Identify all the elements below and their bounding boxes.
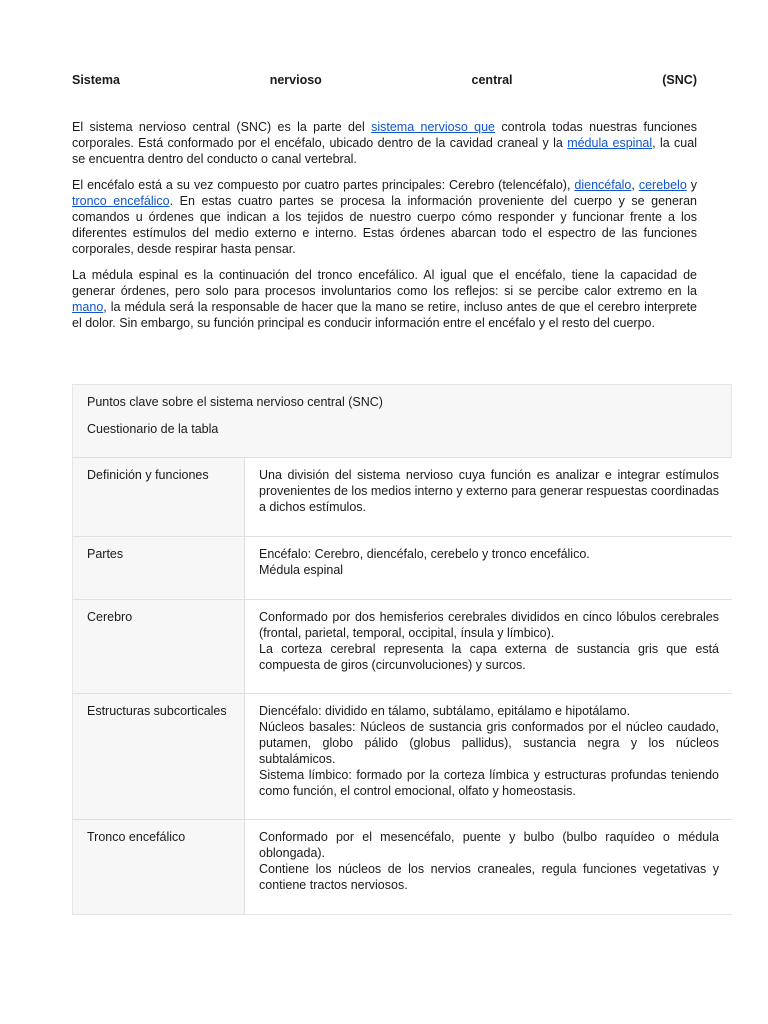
row-line: Conformado por dos hemisferios cerebrales divididos en cinco lóbulos cerebrales (frontal, parietal, temporal, occipital, ínsula y límbico). — [259, 610, 719, 640]
row-header: Cerebro — [87, 610, 133, 624]
row-line: Sistema límbico: formado por la corteza límbica y estructuras profundas teniendo como función, el control emocional, olfato y homeostasis. — [259, 768, 719, 798]
table-row — [73, 457, 731, 536]
paragraph-text: , la médula será la responsable de hacer que la mano se retire, incluso antes de que el cerebro interprete el dolor. Sin embargo, su función principal es conducir información entre el encéfalo y el resto del cuerpo. — [72, 300, 697, 330]
row-content-cell — [244, 537, 732, 599]
row-content — [259, 467, 719, 515]
paragraph-text: . En estas cuatro partes se procesa la información proveniente del cuerpo y se generan comandos u órdenes que indican a los tejidos de nuestro cuerpo cómo responder y funcionar frente a los diferentes estímulos del medio externo e interno. Estas órdenes abarcan todo el espectro de las funciones corporales, desde respirar hasta pensar. — [72, 194, 697, 256]
link-diencefalo[interactable]: diencéfalo — [574, 178, 632, 192]
link-tronco-encefalico[interactable]: tronco encefálico — [72, 194, 170, 208]
paragraph-3 — [72, 267, 697, 331]
title-word-1: Sistema — [72, 73, 120, 87]
row-line: Médula espinal — [259, 563, 344, 577]
page-title — [72, 72, 697, 88]
title-word-4: (SNC) — [662, 73, 697, 87]
row-line: Núcleos basales: Núcleos de sustancia gris conformados por el núcleo caudado, putamen, globo pálido (globus pallidus), sustancia negra y los núcleos subtalámicos. — [259, 720, 719, 766]
paragraph-2 — [72, 177, 697, 257]
row-header: Tronco encefálico — [87, 830, 186, 844]
row-header: Partes — [87, 547, 124, 561]
paragraph-text: controla todas nuestras funciones corporales. Está conformado por el encéfalo, ubicado dentro de la cavidad craneal y la — [72, 120, 697, 150]
title-word-2: nervioso — [269, 73, 322, 87]
paragraph-text: El sistema nervioso central (SNC) es la parte del — [72, 120, 372, 134]
row-content — [259, 609, 719, 673]
paragraph-1 — [72, 119, 697, 167]
row-content — [259, 546, 719, 578]
table-row — [73, 693, 731, 819]
paragraph-text: , la cual se encuentra dentro del conducto o canal vertebral. — [72, 136, 697, 166]
row-line: Conformado por el mesencéfalo, puente y bulbo (bulbo raquídeo o médula oblongada). — [259, 830, 719, 860]
row-header: Estructuras subcorticales — [87, 704, 227, 718]
row-content-cell — [244, 600, 732, 693]
paragraph-text: , — [631, 178, 639, 192]
link-sistema-nervioso[interactable]: sistema nervioso que — [371, 120, 496, 134]
table-caption: Puntos clave sobre el sistema nervioso central (SNC) — [87, 395, 383, 409]
row-content — [259, 829, 719, 893]
paragraph-text: La médula espinal es la continuación del tronco encefálico. Al igual que el encéfalo, tiene la capacidad de generar órdenes, pero solo para procesos involuntarios como los reflejos: si se percibe calor extremo en la — [72, 268, 697, 298]
link-cerebelo[interactable]: cerebelo — [638, 178, 687, 192]
key-points-table — [72, 384, 732, 915]
row-line: La corteza cerebral representa la capa externa de sustancia gris que está compuesta de giros (circunvoluciones) y surcos. — [259, 642, 719, 672]
row-line: Contiene los núcleos de los nervios craneales, regula funciones vegetativas y contiene tractos nerviosos. — [259, 862, 719, 892]
title-word-3: central — [471, 73, 513, 87]
row-line: Encéfalo: Cerebro, diencéfalo, cerebelo y tronco encefálico. — [259, 547, 590, 561]
table-row — [73, 819, 731, 914]
table-subcaption[interactable]: Cuestionario de la tabla — [87, 422, 219, 436]
row-content-cell — [244, 694, 732, 819]
row-line: Una división del sistema nervioso cuya función es analizar e integrar estímulos provenientes de los medios interno y externo para generar respuestas coordinadas a dichos estímulos. — [259, 468, 719, 514]
row-content — [259, 703, 719, 799]
table-row — [73, 536, 731, 599]
table-row — [73, 599, 731, 693]
link-medula-espinal[interactable]: médula espinal — [567, 136, 653, 150]
row-content-cell — [244, 458, 732, 536]
link-mano[interactable]: mano — [72, 300, 104, 314]
paragraph-text: y — [686, 178, 697, 192]
row-content-cell — [244, 820, 732, 914]
paragraph-text: El encéfalo está a su vez compuesto por cuatro partes principales: Cerebro (telencéfalo), — [72, 178, 575, 192]
row-line: Diencéfalo: dividido en tálamo, subtálamo, epitálamo e hipotálamo. — [259, 704, 631, 718]
row-header: Definición y funciones — [87, 468, 209, 482]
